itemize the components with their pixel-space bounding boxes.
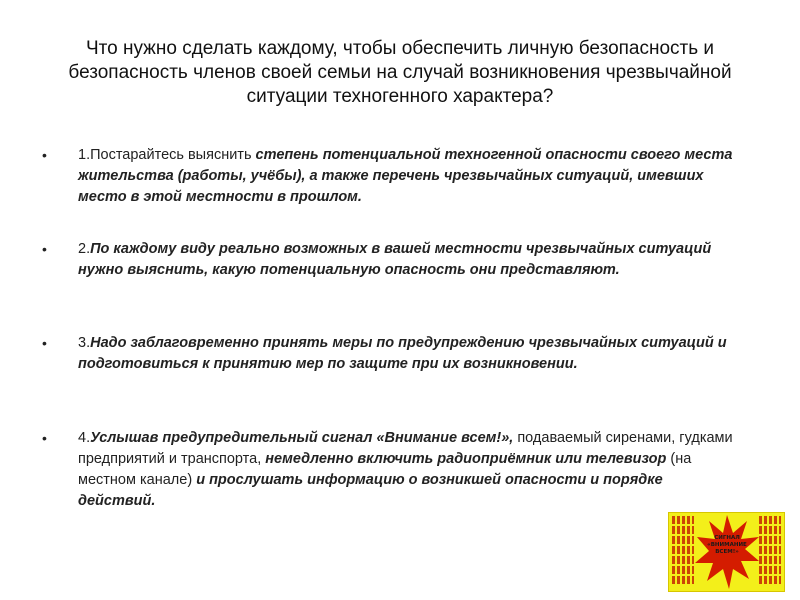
bullet-marker: • (42, 430, 47, 446)
list-item (42, 145, 742, 208)
list-item-text (78, 428, 738, 512)
item-emphasis: Надо заблаговременно принять меры по предупреждению чрезвычайных ситуаций и подготовиться к принятию мер по защите при их возникновении. (78, 335, 727, 372)
turn-on-instruction: немедленно включить радиоприёмник или телевизор (265, 451, 667, 467)
bullet-marker: • (42, 335, 47, 351)
bullet-marker: • (42, 147, 47, 163)
bullet-marker: • (42, 241, 47, 257)
item-number: 3. (78, 335, 91, 351)
list-item (42, 239, 742, 281)
item-lead: Постарайтесь выяснить (90, 147, 256, 163)
poster-right-column (759, 516, 781, 586)
list-item (42, 428, 742, 512)
list-item-text (78, 333, 738, 375)
item-number: 2. (78, 241, 91, 257)
item-emphasis: По каждому виду реально возможных в вашей местности чрезвычайных ситуаций нужно выяснить, какую потенциальную опасность они представляют. (78, 241, 712, 278)
channel-note: (на местном канале) (78, 451, 692, 488)
item-emphasis: степень потенциальной техногенной опасности своего места жительства (работы, учёбы), а также перечень чрезвычайных ситуаций, имевших место в этой местности в прошлом. (78, 147, 733, 205)
poster-left-column (672, 516, 694, 586)
list-item (42, 333, 742, 375)
item-number: 4. (78, 430, 91, 446)
list-item-text (78, 145, 738, 208)
list-item-text (78, 239, 738, 281)
signal-phrase: Услышав предупредительный сигнал «Внимание всем!», (90, 430, 514, 446)
listen-instruction: и прослушать информацию о возникшей опасности и порядке действий. (78, 472, 663, 509)
warning-poster-image (668, 512, 785, 592)
item-number: 1. (78, 147, 91, 163)
poster-label: СИГНАЛ «ВНИМАНИЕ ВСЕМ!» (707, 535, 747, 555)
slide-title: Что нужно сделать каждому, чтобы обеспечить личную безопасность и безопасность членов своей семьи на случай возникновения чрезвычайной ситуации техногенного характера? (68, 38, 732, 107)
signal-description: подаваемый сиренами, гудками предприятий и транспорта, (78, 430, 733, 467)
